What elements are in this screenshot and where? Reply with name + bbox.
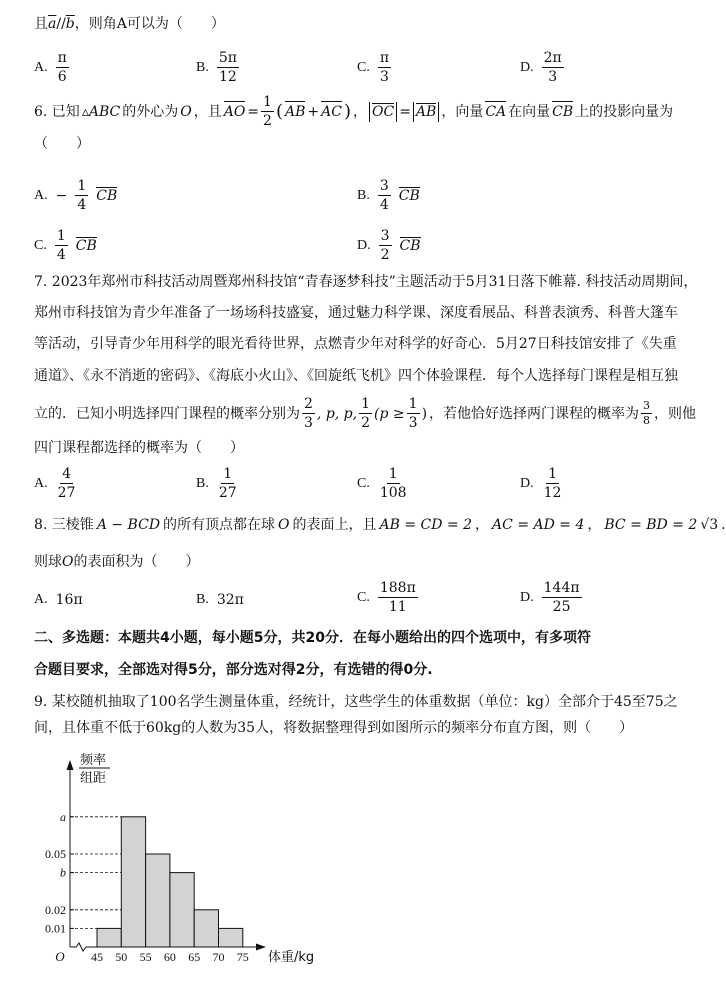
q8-option-a[interactable] <box>34 592 83 608</box>
q7-option-d[interactable] <box>520 466 563 501</box>
y-tick-label-a: a <box>60 809 66 824</box>
text: ，若他恰好选择两门课程的概率为 <box>429 405 640 422</box>
y-tick-label-0.01: 0.01 <box>45 921 66 936</box>
fraction: $\frac{188\pi}{11}$ <box>379 580 416 615</box>
x-tick-label-70: 70 <box>212 950 225 964</box>
bars <box>97 817 243 947</box>
q5-option-d[interactable] <box>520 50 564 85</box>
q6-answer-paren: （ ） <box>34 136 90 152</box>
paren: ) <box>343 100 351 122</box>
text: ) <box>421 405 428 422</box>
text: 的所有顶点都在球 <box>163 517 276 533</box>
text: ，则他 <box>654 405 697 422</box>
q7-line-2: 郑州市科技馆为青少年准备了一场场科技盛宴，通过魅力科学课、深度看展品、科普表演秀、科普大篷车 <box>34 305 678 321</box>
histogram-bar-70-75 <box>219 928 243 947</box>
x-axis-label: 体重/kg <box>268 950 315 965</box>
text: ，且 <box>193 103 222 120</box>
p-list: , p, p, <box>316 405 358 422</box>
fraction: $\frac{3}{8}$ <box>643 399 651 427</box>
option-label: D. <box>357 237 371 253</box>
q8-line-2 <box>34 552 199 572</box>
frequency-histogram <box>40 750 330 970</box>
abs-ab: AB <box>413 102 439 122</box>
option-label: C. <box>357 589 370 605</box>
q7-line-1: 7. 2023年郑州市科技活动周暨郑州科技馆“青春逐梦科技”主题活动于5月31日落下帷幕. 科技活动周期间， <box>34 274 698 290</box>
x-tick-label-75: 75 <box>236 950 249 964</box>
q9-line-1: 9. 某校随机抽取了100名学生测量体重，经统计，这些学生的体重数据（单位：kg）全部介于45至75之 <box>34 694 678 710</box>
sign: − <box>55 187 68 204</box>
q5-option-a[interactable] <box>34 50 69 85</box>
text: 则球 <box>34 554 62 570</box>
fraction: $\frac{3}{4}$ <box>379 178 389 213</box>
fraction: $\frac{1}{27}$ <box>218 466 237 501</box>
x-axis-arrow <box>256 944 266 951</box>
vector-ao: AO <box>224 101 246 122</box>
q5-stem-tail <box>34 14 225 34</box>
text: ， <box>352 103 367 120</box>
fraction: $\frac{1}{12}$ <box>543 466 562 501</box>
option-label: D. <box>520 475 534 491</box>
fraction: $\frac{1}{2}$ <box>361 396 371 431</box>
equals: = <box>399 103 411 120</box>
y-tick-label-0.05: 0.05 <box>45 847 66 861</box>
x-tick-label-45: 45 <box>91 950 103 964</box>
q8-option-b[interactable] <box>196 592 244 608</box>
option-label: A. <box>34 187 48 203</box>
equation: AC = AD = 4 <box>492 517 585 533</box>
text: 在向量 <box>508 103 551 120</box>
fraction: $\frac{\pi}{6}$ <box>57 50 67 85</box>
origin-label: O <box>55 949 65 964</box>
x-tick-label-55: 55 <box>139 950 152 964</box>
text: ，则角A可以为（ ） <box>74 16 225 32</box>
paren: ( <box>275 100 283 122</box>
q6-option-d[interactable] <box>357 228 421 263</box>
histogram-bar-65-70 <box>194 910 218 947</box>
x-tick-label-65: 65 <box>188 950 201 964</box>
fraction: $\frac{3}{2}$ <box>380 228 390 263</box>
option-value: 16π <box>55 592 83 608</box>
x-tick-label-50: 50 <box>115 950 128 964</box>
option-label: B. <box>196 592 209 607</box>
vector-cb: CB <box>398 188 420 204</box>
text: 上的投影向量为 <box>575 103 674 120</box>
fraction: $\frac{1}{2}$ <box>263 94 272 129</box>
section-heading-line-2: 合题目要求，全部选对得5分，部分选对得2分，有选错的得0分. <box>34 662 433 678</box>
q6-option-b[interactable] <box>357 178 420 213</box>
histogram-bar-45-50 <box>97 928 121 947</box>
fraction: $\frac{4}{27}$ <box>57 466 76 501</box>
q6-option-c[interactable] <box>34 228 97 263</box>
fraction: $\frac{144\pi}{25}$ <box>543 580 580 615</box>
parallel-symbol: // <box>56 16 66 32</box>
q7-line-6: 四门课程都选择的概率为（ ） <box>34 440 244 456</box>
text: 的表面上，且 <box>292 517 377 533</box>
point-o: O <box>62 554 74 570</box>
histogram-bar-60-65 <box>170 873 194 947</box>
y-axis-arrow <box>67 760 74 770</box>
point-o: O <box>180 103 192 120</box>
point-o: O <box>278 517 290 533</box>
condition: (p ≥ <box>374 405 405 422</box>
option-label: A. <box>34 475 48 491</box>
fraction: $\frac{1}{4}$ <box>77 178 87 213</box>
vector-ac: AC <box>321 101 342 122</box>
fraction: $\frac{\pi}{3}$ <box>379 50 390 85</box>
q8-option-d[interactable] <box>520 580 582 615</box>
tetrahedron: A − BCD <box>96 517 161 533</box>
q8-stem <box>34 515 726 535</box>
plus: + <box>307 103 320 120</box>
option-label: D. <box>520 589 534 605</box>
abs-oc: OC <box>369 102 397 122</box>
text: 立的．已知小明选择四门课程的概率分别为 <box>34 405 300 422</box>
y-tick-label-b: b <box>60 865 66 880</box>
text: 8. 三棱锥 <box>34 517 94 533</box>
q7-option-c[interactable] <box>357 466 409 501</box>
option-label: A. <box>34 59 48 75</box>
option-label: B. <box>196 475 209 491</box>
text: 的表面积为（ ） <box>73 554 200 570</box>
histogram-bar-55-60 <box>146 854 170 947</box>
fraction: $\frac{1}{3}$ <box>408 396 418 431</box>
q8-option-c[interactable] <box>357 580 418 615</box>
option-value: 32π <box>216 592 244 608</box>
q7-option-a[interactable] <box>34 466 77 501</box>
y-axis-label-top: 频率 <box>80 753 107 768</box>
option-label: D. <box>520 59 534 75</box>
section-heading-line-1: 二、多选题：本题共4小题，每小题5分，共20分．在每小题给出的四个选项中，有多项符 <box>34 630 591 646</box>
y-axis-label-bottom: 组距 <box>80 771 107 786</box>
option-label: C. <box>357 59 370 75</box>
vector-cb: CB <box>552 101 573 122</box>
fraction: $\frac{1}{4}$ <box>56 228 66 263</box>
q6-option-a[interactable] <box>34 178 117 213</box>
fraction: $\frac{2}{3}$ <box>304 396 313 431</box>
q5-option-c[interactable] <box>357 50 391 85</box>
q7-line-5 <box>34 396 696 431</box>
vector-cb: CB <box>75 238 97 254</box>
option-label: B. <box>357 187 370 203</box>
vec-b: $\overline{b}$ <box>65 16 75 32</box>
text: . <box>721 517 726 533</box>
text: ， <box>475 517 490 533</box>
equation: AB = CD = 2 <box>379 517 473 533</box>
triangle: ▵ABC <box>81 103 121 120</box>
y-tick-label-0.02: 0.02 <box>45 902 66 917</box>
equation: BC = BD = 2 <box>604 517 698 533</box>
q7-line-4: 通道》、《永不消逝的密码》、《海底小火山》、《回旋纸飞机》四个体验课程．每个人选择每门课程是相互独 <box>34 368 678 384</box>
fraction: $\frac{1}{108}$ <box>379 466 407 501</box>
text: 6. 已知 <box>34 103 80 120</box>
q6-stem <box>34 94 673 129</box>
vec-a: $\overline{a}$ <box>48 16 57 32</box>
text: 的外心为 <box>122 103 179 120</box>
vector-ca: CA <box>485 101 506 122</box>
option-label: B. <box>196 59 209 75</box>
option-label: A. <box>34 592 48 607</box>
equals: = <box>247 103 260 120</box>
fraction: $\frac{5\pi}{12}$ <box>218 50 237 85</box>
vector-ab: AB <box>285 101 305 122</box>
x-tick-label-60: 60 <box>163 950 176 964</box>
vector-cb: CB <box>96 188 118 204</box>
option-label: C. <box>357 475 370 491</box>
q7-option-b[interactable] <box>196 466 239 501</box>
q5-option-b[interactable] <box>196 50 239 85</box>
text: ，向量 <box>441 103 484 120</box>
sqrt-three: √3 <box>700 517 719 533</box>
q9-line-2: 间，且体重不低于60kg的人数为35人，将数据整理得到如图所示的频率分布直方图，则（ ） <box>34 720 634 736</box>
text: 且 <box>34 16 48 32</box>
option-label: C. <box>34 237 47 253</box>
q7-line-3: 等活动，引导青少年用科学的眼光看待世界，点燃青少年对科学的好奇心．5月27日科技馆安排了《失重 <box>34 336 677 352</box>
vector-cb: CB <box>399 238 421 254</box>
histogram-bar-50-55 <box>121 817 145 947</box>
text: ， <box>587 517 602 533</box>
fraction: $\frac{2\pi}{3}$ <box>543 50 562 85</box>
